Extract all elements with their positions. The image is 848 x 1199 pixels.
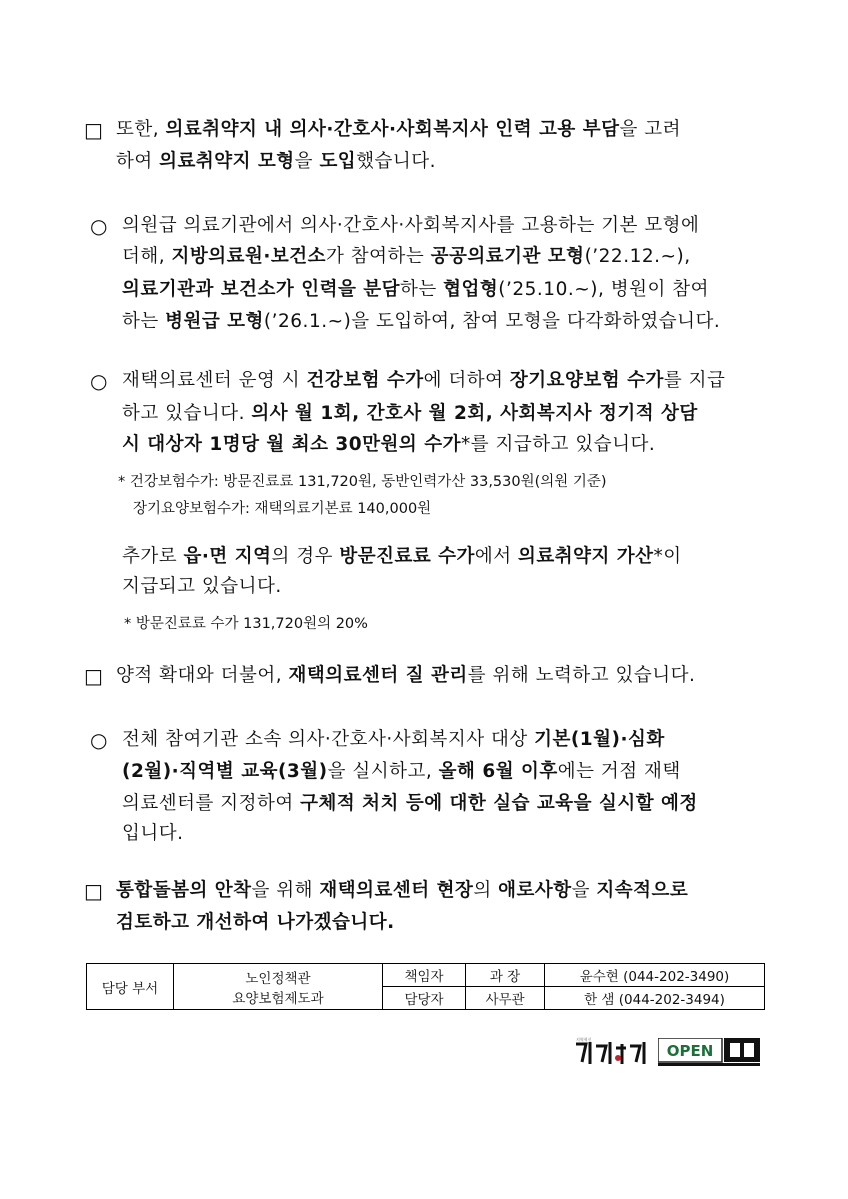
section-5-bullet: ○ [90,728,108,752]
bold-text-run: 병원급 모형 [165,311,264,332]
bold-text-run: 건강보험 수가 [306,370,424,391]
text-run: 전체 참여기관 소속 의사·간호사·사회복지사 대상 [122,729,535,750]
section-4-bullet: □ [84,664,103,688]
text-run: 하여 [116,151,160,172]
section-6-line-1 [116,877,688,905]
bold-text-run: 의료취약지 모형 [159,151,295,172]
text-run: 하는 [122,311,166,332]
bold-text-run: 방문진료료 수가 [339,546,475,567]
text-run: 입니다. [122,823,184,844]
text-run: 을 실시하고, [327,761,439,782]
bold-text-run: 구체적 처치 등에 대한 실습 교육을 실시할 예정 [300,793,698,814]
bold-text-run: 지속적으로 [596,880,689,901]
text-run: 를 위해 노력하고 있습니다. [467,665,696,686]
section-3-bullet: ○ [90,369,108,393]
bold-text-run: 의사 월 1회, 간호사 월 2회, 사회복지사 정기적 상담 [251,403,698,424]
bold-text-run: 검토하고 개선하여 나가겠습니다. [116,912,395,933]
dept-line-2: 요양보험제도과 [232,990,324,1007]
bold-text-run: (2월)·직역별 교육(3월) [122,761,328,782]
contact-role: 담당자 [383,987,466,1010]
section-2-bullet: ○ [90,214,108,238]
bold-text-run: 도입 [319,151,357,172]
bold-text-run: 지방의료원·보건소 [171,246,327,267]
section-4-line-1 [116,662,695,690]
responsible-title: 과 장 [466,964,545,987]
text-run: 더해, [122,246,172,267]
text-run: 하는 [400,279,444,300]
bold-text-run: 장기요양보험 수가 [509,370,664,391]
section-3-note-1: * 건강보험수가: 방문진료료 131,720원, 동반인력가산 33,530원(의원 기준) [118,474,607,490]
regional-innovation-logo [572,1036,650,1070]
section-3-line-3 [122,431,655,459]
text-run: 의료센터를 지정하여 [122,793,301,814]
text-run: 을 [294,151,320,172]
text-run: 추가로 [122,546,184,567]
text-run: 에는 거점 재택 [557,761,681,782]
open-logo [658,1038,762,1066]
text-run: 했습니다. [356,151,437,172]
dept-name [174,964,383,1010]
section-2-line-3 [122,276,709,304]
bold-text-run: 의료취약지 내 의사·간호사·사회복지사 인력 고용 부담 [165,119,620,140]
text-run: 에서 [474,546,518,567]
contact-table [86,963,765,1010]
text-run: (’25.10.~), 병원이 참여 [498,279,709,300]
text-run: 을 고려 [619,119,681,140]
section-2-line-4 [122,308,720,336]
section-5-line-2 [122,758,681,786]
bold-text-run: 읍·면 지역 [183,546,272,567]
section-6-line-2 [116,909,395,937]
dept-label: 담당 부서 [87,964,174,1010]
contact-title: 사무관 [466,987,545,1010]
bold-text-run: 기본(1월)·심화 [534,729,665,750]
text-run: 또한, [116,119,166,140]
text-run: 하고 있습니다. [122,403,252,424]
bold-text-run: 통합돌봄의 안착 [116,880,252,901]
text-run: 를 지급 [663,370,726,391]
text-run: 가 참여하는 [326,246,431,267]
svg-text:OPEN: OPEN [666,1042,714,1060]
section-2-line-2 [122,243,691,271]
section-1-bullet: □ [84,118,103,142]
section-5-line-4 [122,820,184,848]
bold-text-run: 의료기관과 보건소가 인력을 분담 [122,279,401,300]
text-run: 의원급 의료기관에서 의사·간호사·사회복지사를 고용하는 기본 모형에 [122,215,700,236]
section-3-line-5 [122,573,282,601]
text-run: 에 더하여 [423,370,510,391]
text-run: (’22.12.~), [584,246,691,267]
responsible-person: 윤수현 (044-202-3490) [545,964,765,987]
bold-text-run: 시 대상자 1명당 월 최소 30만원의 수가 [122,434,461,455]
contact-person: 한 샘 (044-202-3494) [545,987,765,1010]
section-1-line-2 [116,148,436,176]
bold-text-run: 재택의료센터 현장 [319,880,474,901]
section-3-line-4 [122,543,682,571]
section-1-line-1 [116,116,681,144]
text-run: (’26.1.~)을 도입하여, 참여 모형을 다각화하였습니다. [263,311,721,332]
bold-text-run: 재택의료센터 질 관리 [288,665,468,686]
text-run: 을 위해 [251,880,320,901]
text-run: *이 [653,546,682,567]
bold-text-run: 의료취약지 가산 [518,546,654,567]
text-run: 의 경우 [271,546,340,567]
text-run: 재택의료센터 운영 시 [122,370,307,391]
section-3-note-3: * 방문진료료 수가 131,720원의 20% [124,616,368,632]
bold-text-run: 올해 6월 이후 [438,761,558,782]
section-3-line-1 [122,367,725,395]
section-5-line-1 [122,726,665,754]
section-3-line-2 [122,400,698,428]
responsible-role: 책임자 [383,964,466,987]
svg-text:지역혁신: 지역혁신 [576,1037,592,1042]
text-run: 지급되고 있습니다. [122,576,282,597]
bold-text-run: 애로사항 [498,880,572,901]
text-run: 의 [473,880,499,901]
bold-text-run: 협업형 [443,279,499,300]
section-5-line-3 [122,790,698,818]
section-3-note-2: 장기요양보험수가: 재택의료기본료 140,000원 [133,501,432,517]
text-run: *를 지급하고 있습니다. [460,434,656,455]
dept-line-1: 노인정책관 [245,970,311,987]
section-2-line-1 [122,212,699,240]
text-run: 을 [571,880,597,901]
bold-text-run: 공공의료기관 모형 [430,246,585,267]
section-6-bullet: □ [84,879,103,903]
text-run: 양적 확대와 더불어, [116,665,289,686]
